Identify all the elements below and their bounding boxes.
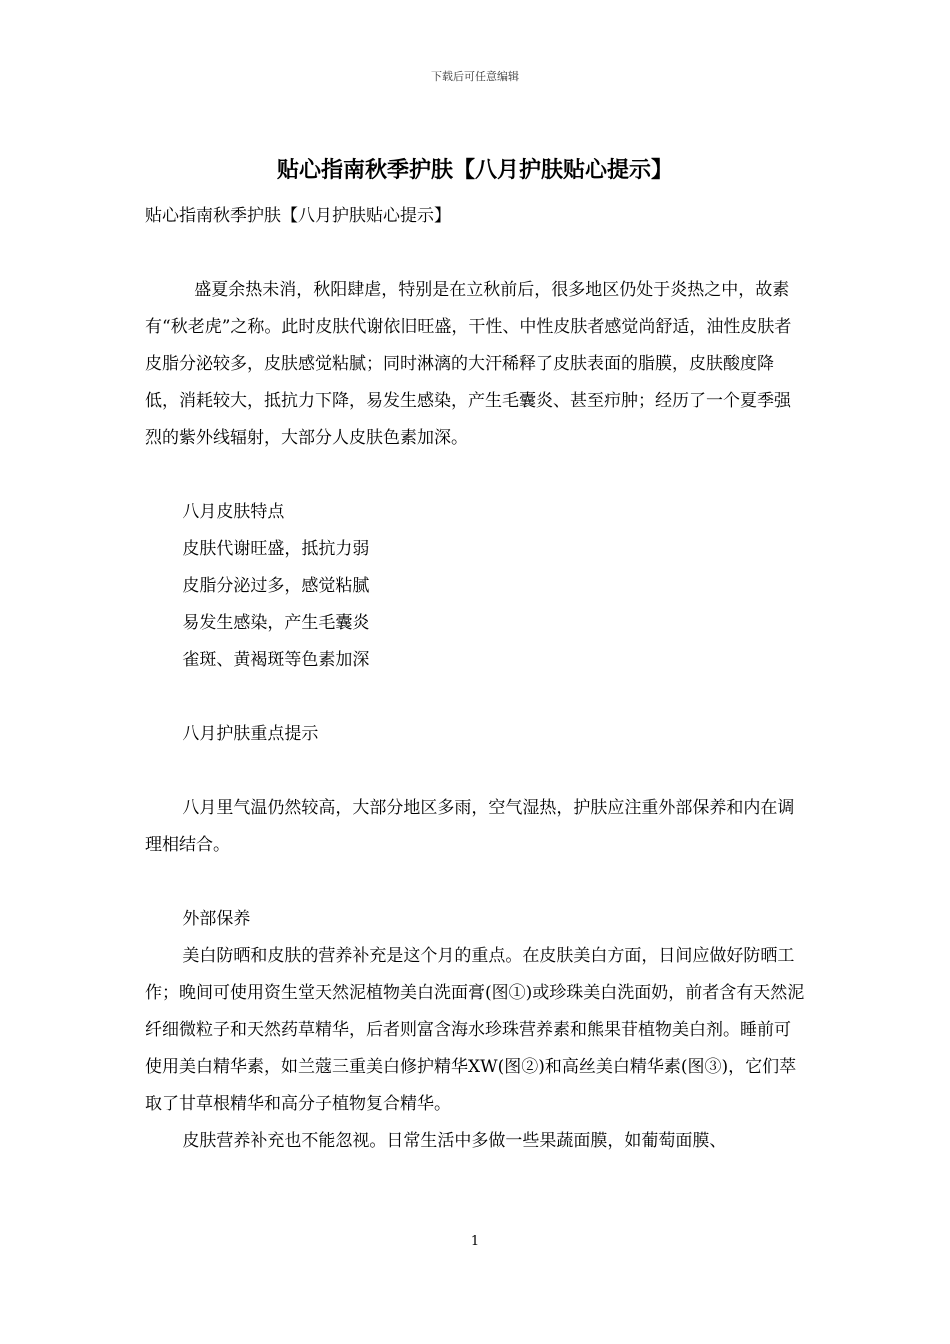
header-note: 下载后可任意编辑 [431, 70, 519, 83]
document-body [145, 198, 805, 1160]
nutrition-paragraph: 皮肤营养补充也不能忽视。日常生活中多做一些果蔬面膜，如葡萄面膜、 [182, 1131, 727, 1151]
external-care-heading: 外部保养 [182, 909, 251, 929]
feature-item: 雀斑、黄褐斑等色素加深 [182, 650, 370, 670]
feature-item: 皮脂分泌过多，感觉粘腻 [182, 576, 370, 596]
tips-heading: 八月护肤重点提示 [182, 724, 319, 744]
spacer [145, 457, 805, 494]
spacer [145, 753, 805, 790]
features-heading: 八月皮肤特点 [182, 502, 285, 522]
external-care-paragraph: 美白防晒和皮肤的营养补充是这个月的重点。在皮肤美白方面，日间应做好防晒工作；晚间可使用资生堂天然泥植物美白洗面膏(图①)或珍珠美白洗面奶，前者含有天然泥纤细微粒子和天然药草精华，后者则富含海水珍珠营养素和熊果苷植物美白剂。睡前可使用美白精华素，如兰蔻三重美白修护精华XW(图②)和高丝美白精华素(图③)，它们萃取了甘草根精华和高分子植物复合精华。 [145, 946, 805, 1114]
spacer [145, 864, 805, 901]
intro-paragraph: 盛夏余热未消，秋阳肆虐，特别是在立秋前后，很多地区仍处于炎热之中，故素有“秋老虎”之称。此时皮肤代谢依旧旺盛，干性、中性皮肤者感觉尚舒适，油性皮肤者皮脂分泌较多，皮肤感觉粘腻；同时淋漓的大汗稀释了皮肤表面的脂膜，皮肤酸度降低，消耗较大，抵抗力下降，易发生感染，产生毛囊炎、甚至疖肿；经历了一个夏季强烈的紫外线辐射，大部分人皮肤色素加深。 [145, 280, 792, 448]
page-number: 1 [470, 1234, 480, 1249]
document-subtitle: 贴心指南秋季护肤【八月护肤贴心提示】 [145, 206, 451, 226]
spacer [145, 679, 805, 716]
feature-item: 皮肤代谢旺盛，抵抗力弱 [182, 539, 370, 559]
spacer [145, 235, 805, 272]
feature-item: 易发生感染，产生毛囊炎 [182, 613, 370, 633]
document-title: 贴心指南秋季护肤【八月护肤贴心提示】 [276, 157, 673, 183]
tips-paragraph: 八月里气温仍然较高，大部分地区多雨，空气湿热，护肤应注重外部保养和内在调理相结合。 [145, 798, 795, 855]
